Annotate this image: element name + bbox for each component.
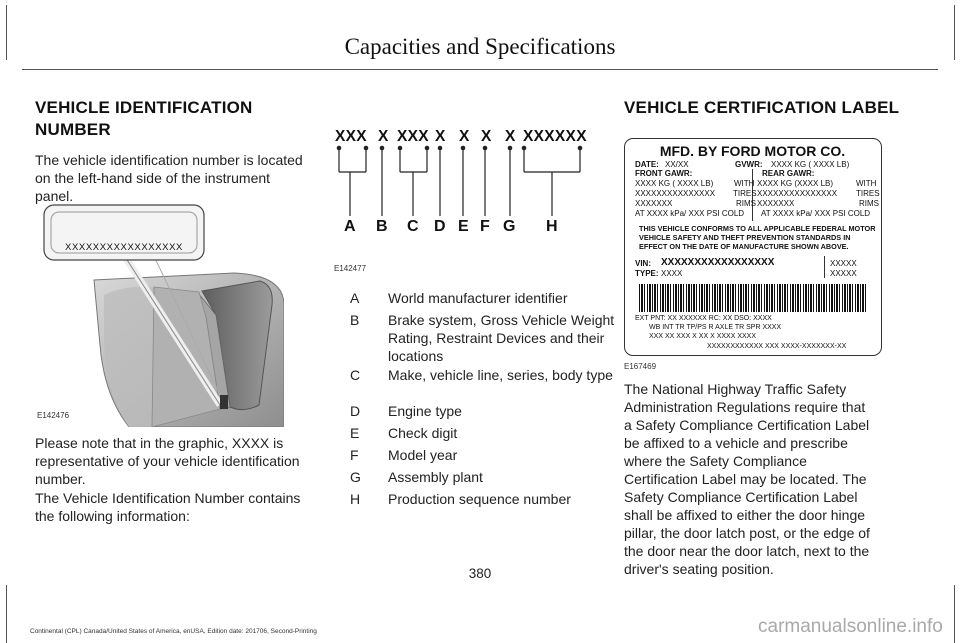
vin-heading-line2: NUMBER	[35, 120, 111, 139]
vin-intro-text: The vehicle identification number is located on the left-hand side of the instrument panel.	[35, 152, 303, 204]
vin-group-c: XXX	[397, 128, 429, 145]
barcode	[639, 284, 867, 312]
cert-label-heading: VEHICLE CERTIFICATION LABEL	[624, 98, 900, 117]
dashboard-illustration	[34, 195, 284, 427]
header-rule	[22, 69, 938, 70]
cert-conform-line3: EFFECT ON THE DATE OF MANUFACTURE SHOWN ABOVE.	[639, 242, 849, 251]
vin-group-f: X	[481, 128, 492, 145]
cert-type-value: XXXX	[661, 269, 683, 278]
legend-text: World manufacturer identifier	[388, 290, 568, 306]
vin-group-a: XXX	[335, 128, 367, 145]
cert-rear-rim: XXXXXXX	[757, 199, 795, 208]
crop-mark	[6, 585, 7, 643]
cert-vin-label: VIN:	[635, 259, 651, 268]
cert-bottom-line1: EXT PNT: XX XXXXXX RC: XX DSO: XXXX	[635, 315, 772, 322]
legend-text: Model year	[388, 447, 458, 463]
legend-key: H	[350, 491, 361, 507]
figure-id: E142476	[37, 411, 70, 420]
vin-letter-b: B	[376, 218, 388, 235]
cert-gvwr-label: GVWR:	[735, 160, 763, 169]
vin-breakdown-diagram	[330, 120, 595, 250]
vin-heading-line1: VEHICLE IDENTIFICATION	[35, 98, 253, 117]
legend-key: A	[350, 290, 360, 306]
cert-rims: RIMS	[859, 199, 879, 208]
crop-mark	[954, 585, 955, 643]
vin-group-d: X	[435, 128, 446, 145]
cert-tires: TIRES	[856, 189, 880, 198]
legend-key: E	[350, 425, 360, 441]
legend-text: Brake system, Gross Vehicle Weight Rating, Restraint Devices and their locations	[388, 312, 615, 364]
legend-text: Engine type	[388, 403, 462, 419]
vin-group-g: X	[505, 128, 516, 145]
legend-text: Check digit	[388, 425, 458, 441]
page-title: Capacities and Specifications	[344, 34, 616, 59]
certification-label	[624, 138, 882, 356]
vin-letter-c: C	[407, 218, 419, 235]
page-number: 380	[468, 566, 492, 581]
cert-date-value: XX/XX	[665, 160, 689, 169]
legend-text: Make, vehicle line, series, body type	[388, 367, 613, 383]
cert-rear-gawr-label: REAR GAWR:	[762, 169, 815, 178]
vin-group-b: X	[378, 128, 389, 145]
cert-date-label: DATE:	[635, 160, 659, 169]
cert-title: MFD. BY FORD MOTOR CO.	[659, 143, 846, 159]
vin-group-e: X	[459, 128, 470, 145]
vin-group-h: XXXXXX	[523, 128, 587, 145]
cert-with: WITH	[734, 179, 755, 188]
cert-conform-line2: VEHICLE SAFETY AND THEFT PREVENTION STANDARDS IN	[639, 233, 851, 242]
cert-front-tire: XXXXXXXXXXXXXXX	[635, 189, 716, 198]
legend-key: F	[350, 447, 359, 463]
cert-bottom-line2: WB INT TR TP/PS R AXLE TR SPR XXXX	[649, 324, 782, 331]
figure-id: E167469	[624, 362, 657, 371]
cert-bottom-line3: XXX XX XXX X XX X XXXX XXXX	[649, 333, 756, 340]
cert-rims: RIMS	[736, 199, 756, 208]
vin-letter-f: F	[480, 218, 490, 235]
legend-key: B	[350, 312, 360, 328]
cert-conform-line1: THIS VEHICLE CONFORMS TO ALL APPLICABLE FEDERAL MOTOR	[639, 224, 876, 233]
cert-with: WITH	[856, 179, 877, 188]
legend-text: Production sequence number	[388, 491, 571, 507]
cert-front-rim: XXXXXXX	[635, 199, 673, 208]
cert-type-label: TYPE:	[635, 269, 659, 278]
legend-key: C	[350, 367, 361, 383]
vin-letter-d: D	[434, 218, 446, 235]
cert-tires: TIRES	[733, 189, 757, 198]
cert-gvwr-value: XXXX KG ( XXXX LB)	[771, 160, 850, 169]
vin-contains-text: The Vehicle Identification Number contains the following information:	[35, 490, 301, 524]
cert-vin-value: XXXXXXXXXXXXXXXXX	[661, 257, 775, 268]
vin-note-text: Please note that in the graphic, XXXX is representative of your vehicle identification number.	[35, 435, 300, 487]
cert-front-pressure: AT XXXX kPa/ XXX PSI COLD	[635, 209, 745, 218]
cert-rear-tire: XXXXXXXXXXXXXXX	[757, 189, 838, 198]
legend-key: D	[350, 403, 361, 419]
vin-letter-e: E	[458, 218, 469, 235]
cert-label-paragraph: The National Highway Traffic Safety Administration Regulations require that a Safety Compliance Certification Label be affixed to a vehicle and prescribe where the Safety Compliance Certification Label may be located. The Safety Compliance Certification Label shall be affixed to either the door hinge pillar, the door latch post, or the edge of the door near the door latch, next to the driver's seating position.	[624, 381, 870, 577]
vin-letter-g: G	[503, 218, 516, 235]
cert-box-value: XXXXX	[830, 259, 857, 268]
cert-rear-pressure: AT XXXX kPa/ XXX PSI COLD	[761, 209, 871, 218]
cert-divider	[824, 256, 825, 278]
edition-footer: Continental (CPL) Canada/United States of America, enUSA, Edition date: 201706, Second-Printing	[30, 628, 317, 635]
cert-front-gawr-label: FRONT GAWR:	[635, 169, 693, 178]
cert-front-kg: XXXX KG ( XXXX LB)	[635, 179, 714, 188]
vin-letter-a: A	[344, 218, 356, 235]
vin-letter-h: H	[546, 218, 558, 235]
cert-rear-kg: XXXX KG (XXXX LB)	[757, 179, 834, 188]
legend-key: G	[350, 469, 361, 485]
watermark: carmanualsonline.info	[758, 616, 943, 637]
vin-plate-text: XXXXXXXXXXXXXXXXX	[65, 242, 183, 253]
figure-id: E142477	[334, 264, 367, 273]
cert-bottom-line4: XXXXXXXXXXXX XXX XXXX-XXXXXXX-XX	[707, 343, 847, 350]
legend-text: Assembly plant	[388, 469, 483, 485]
cert-box-value: XXXXX	[830, 269, 857, 278]
